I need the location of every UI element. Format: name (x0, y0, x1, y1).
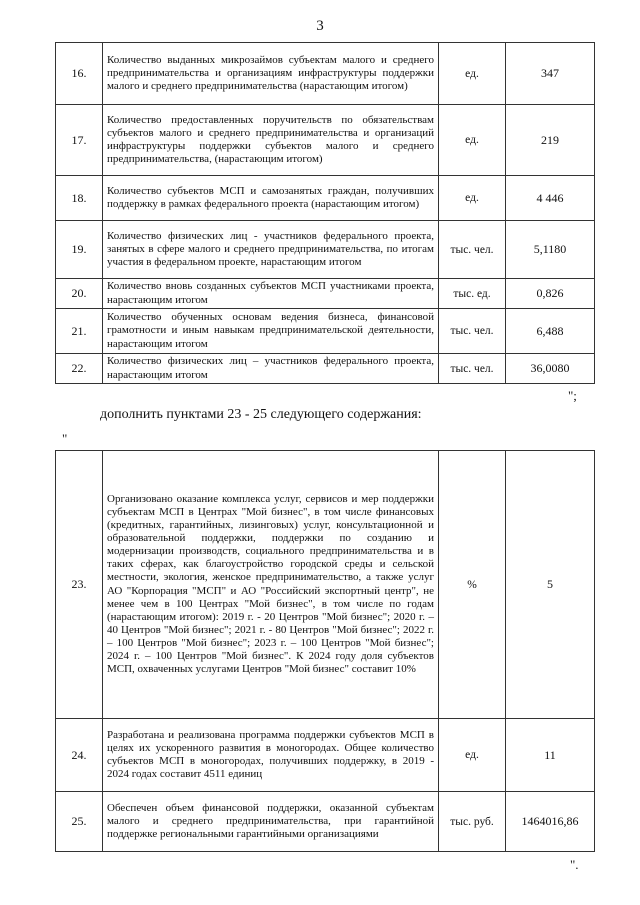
row-number: 21. (56, 309, 103, 354)
unit-cell: тыс. чел. (439, 221, 506, 279)
indicators-table-1 (55, 42, 595, 384)
value-cell: 0,826 (506, 279, 595, 309)
unit-cell: тыс. чел. (439, 309, 506, 354)
indicator-text: Организовано оказание комплекса услуг, сервисов и мер поддержки субъектам МСП в Центрах "Мой бизнес", в том числе финансовых (кредитных, гарантийных, лизинговых) услуг, консультационной и образовательной поддержки, поддержки по созданию и модернизации производств, социального предпринимательства и в таких сферах, как благоустройство городской среды и сельской местности, экология, женское предпринимательство, а также услуг АО "Корпорация "МСП" и АО "Российский экспортный центр", не менее чем в 100 Центрах "Мой бизнес", в том числе по годам (нарастающим итогом): 2019 г. - 20 Центров "Мой бизнес"; 2020 г. – 40 Центров "Мой бизнес"; 2021 г. - 80 Центров "Мой бизнес"; 2022 г. – 100 Центров "Мой бизнес"; 2023 г. – 100 Центров "Мой бизнес"; 2024 г. – 100 Центров "Мой бизнес". К 2024 году доля субъектов МСП, охваченных услугами Центров "Мой бизнес" составит 10% (103, 451, 439, 719)
row-number: 16. (56, 43, 103, 105)
table-row (56, 176, 595, 221)
unit-cell: тыс. ед. (439, 279, 506, 309)
value-cell: 1464016,86 (506, 792, 595, 852)
indicator-text: Разработана и реализована программа поддержки субъектов МСП в целях их ускоренного развития в моногородах. Общее количество субъектов МСП в моногородах, получивших поддержку, в 2019 - 2024 годах составит 4511 единиц (103, 719, 439, 792)
value-cell: 5 (506, 451, 595, 719)
indicator-text: Количество физических лиц - участников федерального проекта, занятых в сфере малого и среднего предпринимательства, по итогам участия в федеральном проекте, нарастающим итогом (103, 221, 439, 279)
row-number: 18. (56, 176, 103, 221)
value-cell: 4 446 (506, 176, 595, 221)
table-row (56, 43, 595, 105)
value-cell: 5,1180 (506, 221, 595, 279)
row-number: 17. (56, 105, 103, 176)
table-row (56, 792, 595, 852)
value-cell: 11 (506, 719, 595, 792)
value-cell: 347 (506, 43, 595, 105)
row-number: 22. (56, 354, 103, 384)
unit-cell: ед. (439, 105, 506, 176)
unit-cell: ед. (439, 43, 506, 105)
indicator-text: Количество выданных микрозаймов субъектам малого и среднего предпринимательства и организациям инфраструктуры поддержки малого и среднего предпринимательства (нарастающим итогом) (103, 43, 439, 105)
unit-cell: тыс. чел. (439, 354, 506, 384)
indicators-table-2 (55, 450, 595, 852)
row-number: 19. (56, 221, 103, 279)
unit-cell: % (439, 451, 506, 719)
indicator-text: Обеспечен объем финансовой поддержки, оказанной субъектам малого и среднего предпринимательства, при гарантийной поддержке региональными гарантийными организациями (103, 792, 439, 852)
indicator-text: Количество обученных основам ведения бизнеса, финансовой грамотности и иным навыкам предпринимательской деятельности, нарастающим итогом (103, 309, 439, 354)
table-row (56, 354, 595, 384)
table-row (56, 105, 595, 176)
unit-cell: ед. (439, 176, 506, 221)
opening-quote: " (62, 431, 68, 446)
table-row (56, 279, 595, 309)
row-number: 20. (56, 279, 103, 309)
row-number: 25. (56, 792, 103, 852)
row-number: 24. (56, 719, 103, 792)
amendment-intro: дополнить пунктами 23 - 25 следующего содержания: (100, 407, 422, 422)
table-row (56, 221, 595, 279)
value-cell: 219 (506, 105, 595, 176)
indicator-text: Количество физических лиц – участников федерального проекта, нарастающим итогом (103, 354, 439, 384)
unit-cell: тыс. руб. (439, 792, 506, 852)
closing-quote: "; (568, 388, 577, 403)
row-number: 23. (56, 451, 103, 719)
indicator-text: Количество предоставленных поручительств по обязательствам субъектов малого и среднего предпринимательства и организаций инфраструктуры поддержки субъектов малого и среднего предпринимательства, (нарастающим итогом) (103, 105, 439, 176)
indicator-text: Количество вновь созданных субъектов МСП участниками проекта, нарастающим итогом (103, 279, 439, 309)
table-row (56, 451, 595, 719)
indicator-text: Количество субъектов МСП и самозанятых граждан, получивших поддержку в рамках федерального проекта (нарастающим итогом) (103, 176, 439, 221)
value-cell: 6,488 (506, 309, 595, 354)
unit-cell: ед. (439, 719, 506, 792)
table-row (56, 309, 595, 354)
closing-quote-final: ". (570, 857, 579, 872)
value-cell: 36,0080 (506, 354, 595, 384)
page-number: 3 (316, 18, 324, 34)
table-row (56, 719, 595, 792)
